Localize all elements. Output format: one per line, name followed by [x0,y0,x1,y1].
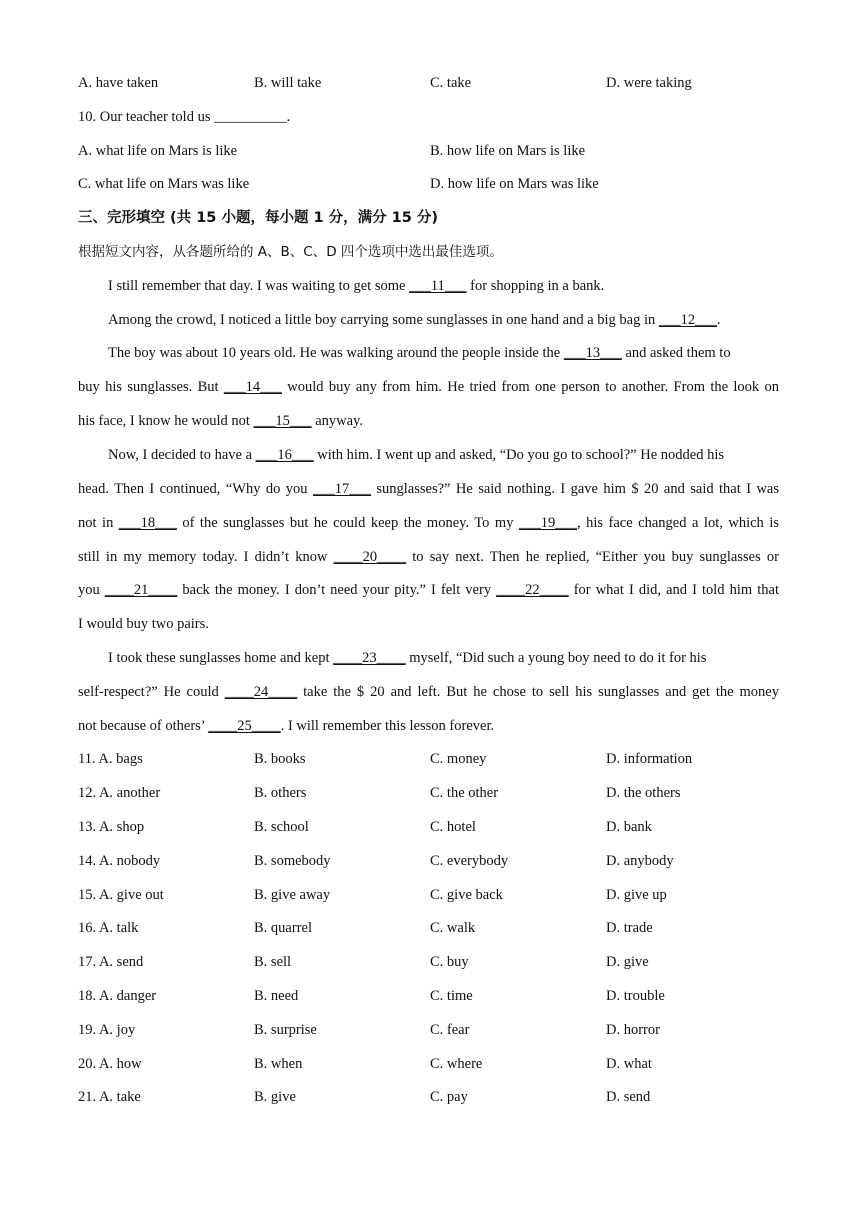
passage-text: , his face changed a lot, which is [576,515,779,531]
passage-line [78,547,779,567]
q19-option-d: D. horror [606,1022,660,1038]
q19-option-a: 19. A. joy [78,1022,136,1038]
passage-text: . I will remember this lesson forever. [280,718,495,734]
passage-line [108,276,604,296]
q9-option-a: A. have taken [78,75,159,91]
q16-option-b: B. quarrel [254,920,312,936]
passage-text: not because of others’ [78,718,209,734]
passage-line [108,310,721,330]
passage-text: myself, “Did such a young boy need to do it for his [405,650,707,666]
passage-text: would buy any from him. He tried from one person to another. From the look on [281,379,780,395]
passage-text: take the $ 20 and left. But he chose to sell his sunglasses and get the money [297,684,779,700]
q16-option-a: 16. A. talk [78,920,139,936]
q14-option-b: B. somebody [254,853,331,869]
passage-text: self-respect?” He could [78,684,225,700]
q10-stem: 10. Our teacher told us __________. [78,109,291,125]
blank-21: ____21____ [104,582,178,598]
section-heading: 三、完形填空 (共 15 小题，每小题 1 分，满分 15 分) [78,210,439,226]
passage-line [78,716,494,736]
q9-option-b: B. will take [254,75,322,91]
passage-text: back the money. I don’t need your pity.” I felt very [177,582,497,598]
q14-option-c: C. everybody [430,853,509,869]
passage-line [78,513,779,533]
q20-option-a: 20. A. how [78,1056,142,1072]
passage-line [108,343,731,363]
passage-line [78,377,779,397]
q12-option-d: D. the others [606,785,681,801]
q12-option-a: 12. A. another [78,785,161,801]
q10-option-d: D. how life on Mars was like [430,176,599,192]
passage-line [78,682,779,702]
passage-text: not in [78,515,119,531]
passage-line [78,479,779,499]
passage-text: for shopping in a bank. [466,278,605,294]
passage-text: his face, I know he would not [78,413,254,429]
blank-12: ___12___ [658,312,717,328]
blank-17: ___17___ [312,481,371,497]
q21-option-d: D. send [606,1089,651,1105]
blank-25: ____25____ [208,718,281,734]
passage-text: you [78,582,105,598]
passage-text: to say next. Then he replied, “Either you buy sunglasses or [406,549,779,565]
q16-option-c: C. walk [430,920,476,936]
q11-option-a: 11. A. bags [78,751,143,767]
q11-option-c: C. money [430,751,487,767]
passage-text: I still remember that day. I was waiting to get some [108,278,410,294]
q10-option-c: C. what life on Mars was like [78,176,250,192]
q20-option-b: B. when [254,1056,303,1072]
passage-text: The boy was about 10 years old. He was walking around the people inside the [108,345,564,361]
q15-option-a: 15. A. give out [78,887,164,903]
q15-option-b: B. give away [254,887,331,903]
q17-option-c: C. buy [430,954,469,970]
blank-22: ____22____ [496,582,569,598]
passage-text: with him. I went up and asked, “Do you go to school?” He nodded his [313,447,724,463]
q13-option-b: B. school [254,819,309,835]
passage-text: head. Then I continued, “Why do you [78,481,313,497]
q18-option-a: 18. A. danger [78,988,157,1004]
q17-option-a: 17. A. send [78,954,144,970]
q15-option-c: C. give back [430,887,503,903]
passage-line [78,411,363,431]
q18-option-b: B. need [254,988,299,1004]
blank-20: ____20____ [333,549,407,565]
passage-text: sunglasses?” He said nothing. I gave him $ 20 and said that I was [370,481,779,497]
passage-text: . [716,312,721,328]
passage-text: and asked them to [621,345,731,361]
passage-text: for what I did, and I told him that [568,582,780,598]
q14-option-d: D. anybody [606,853,674,869]
q17-option-d: D. give [606,954,649,970]
passage-line [108,648,706,668]
blank-23: ____23____ [333,650,406,666]
q12-option-b: B. others [254,785,307,801]
q13-option-a: 13. A. shop [78,819,145,835]
blank-18: ___18___ [118,515,177,531]
q21-option-b: B. give [254,1089,296,1105]
passage-line [108,445,724,465]
blank-16: ___16___ [255,447,314,463]
q11-option-b: B. books [254,751,306,767]
q18-option-c: C. time [430,988,473,1004]
passage-text: still in my memory today. I didn’t know [78,549,334,565]
q9-option-d: D. were taking [606,75,692,91]
passage-text: Now, I decided to have a [108,447,256,463]
blank-19: ___19___ [518,515,577,531]
q10-option-b: B. how life on Mars is like [430,143,586,159]
q21-option-a: 21. A. take [78,1089,141,1105]
passage-text: I took these sunglasses home and kept [108,650,334,666]
passage-line [78,580,779,600]
blank-24: ____24____ [224,684,298,700]
q20-option-d: D. what [606,1056,652,1072]
passage-text: buy his sunglasses. But [78,379,224,395]
blank-11: ___11___ [409,278,467,294]
q19-option-b: B. surprise [254,1022,317,1038]
q18-option-d: D. trouble [606,988,665,1004]
passage-text: Among the crowd, I noticed a little boy carrying some sunglasses in one hand and a big bag in [108,312,659,328]
passage-text: of the sunglasses but he could keep the money. To my [176,515,519,531]
q10-option-a: A. what life on Mars is like [78,143,238,159]
section-instruction: 根据短文内容，从各题所给的 A、B、C、D 四个选项中选出最佳选项。 [78,244,503,260]
q13-option-d: D. bank [606,819,652,835]
blank-14: ___14___ [223,379,282,395]
q12-option-c: C. the other [430,785,499,801]
blank-15: ___15___ [253,413,312,429]
blank-13: ___13___ [563,345,622,361]
q19-option-c: C. fear [430,1022,470,1038]
passage-text: anyway. [311,413,363,429]
q14-option-a: 14. A. nobody [78,853,161,869]
q16-option-d: D. trade [606,920,653,936]
q17-option-b: B. sell [254,954,292,970]
q9-option-c: C. take [430,75,472,91]
q20-option-c: C. where [430,1056,483,1072]
q21-option-c: C. pay [430,1089,468,1105]
q15-option-d: D. give up [606,887,667,903]
q13-option-c: C. hotel [430,819,476,835]
q11-option-d: D. information [606,751,693,767]
passage-line: I would buy two pairs. [78,616,209,632]
